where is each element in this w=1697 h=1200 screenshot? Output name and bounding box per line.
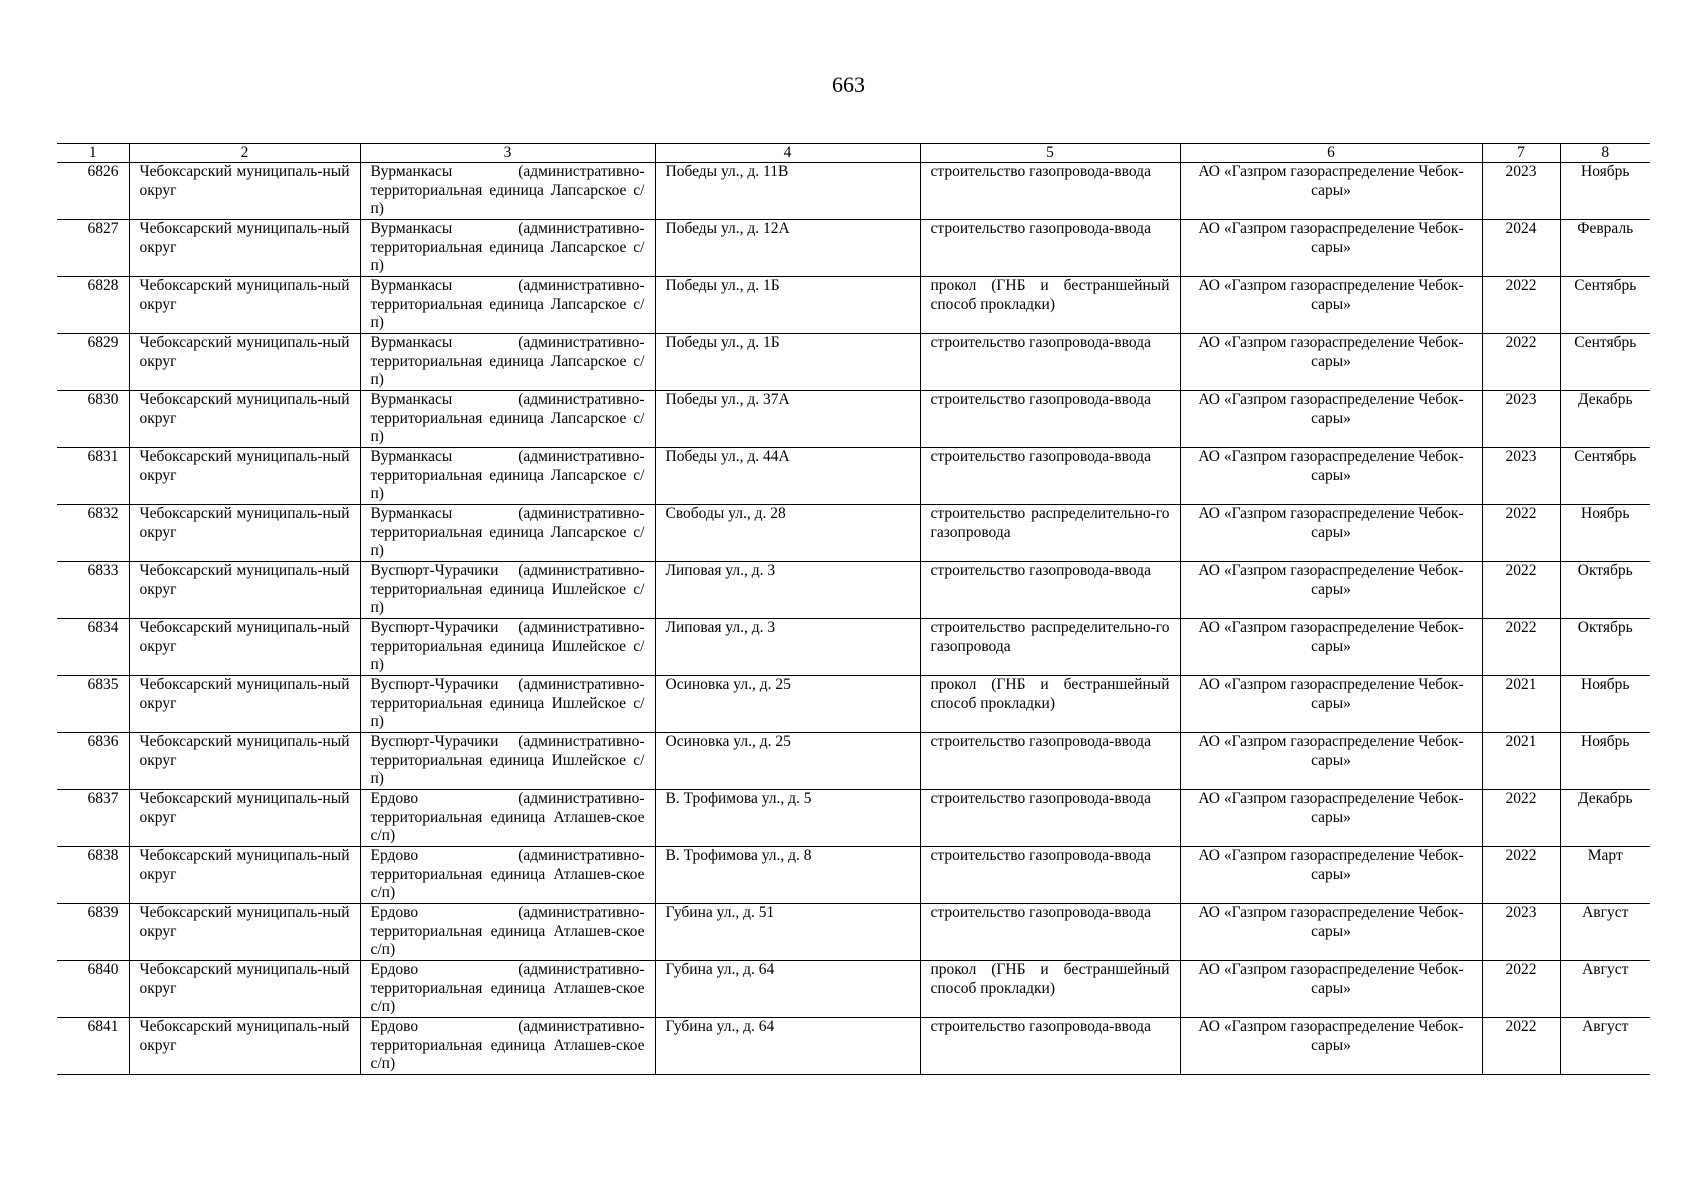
address-cell: Осиновка ул., д. 25 [655,676,920,733]
row-number: 6837 [57,790,129,847]
work-type-cell: строительство газопровода-ввода [920,163,1180,220]
district-cell: Чебоксарский муниципаль-ный округ [129,277,360,334]
district-cell: Чебоксарский муниципаль-ный округ [129,1018,360,1075]
table-row [57,676,1650,733]
table-row [57,619,1650,676]
work-type-cell: строительство газопровода-ввода [920,562,1180,619]
district-cell: Чебоксарский муниципаль-ный округ [129,961,360,1018]
district-cell: Чебоксарский муниципаль-ный округ [129,847,360,904]
table-row [57,391,1650,448]
locality-cell: Вурманкасы (административно-территориальная единица Лапсарское с/п) [360,277,655,334]
month-cell: Март [1560,847,1650,904]
address-cell: Губина ул., д. 51 [655,904,920,961]
locality-cell: Вурманкасы (административно-территориальная единица Лапсарское с/п) [360,505,655,562]
table-row [57,562,1650,619]
work-type-cell: строительство распределительно-го газопровода [920,505,1180,562]
row-number: 6827 [57,220,129,277]
header-col-1: 1 [57,144,129,163]
year-cell: 2021 [1482,733,1560,790]
address-cell: В. Трофимова ул., д. 5 [655,790,920,847]
district-cell: Чебоксарский муниципаль-ный округ [129,904,360,961]
address-cell: Победы ул., д. 11В [655,163,920,220]
month-cell: Декабрь [1560,790,1650,847]
locality-cell: Вуспюрт-Чурачики (административно-территориальная единица Ишлейское с/п) [360,733,655,790]
table-row [57,904,1650,961]
month-cell: Сентябрь [1560,277,1650,334]
header-col-4: 4 [655,144,920,163]
district-cell: Чебоксарский муниципаль-ный округ [129,562,360,619]
table-row [57,277,1650,334]
row-number: 6826 [57,163,129,220]
year-cell: 2022 [1482,961,1560,1018]
organization-cell: АО «Газпром газораспределение Чебок-сары» [1180,562,1482,619]
year-cell: 2022 [1482,1018,1560,1075]
table-row [57,733,1650,790]
district-cell: Чебоксарский муниципаль-ный округ [129,676,360,733]
row-number: 6833 [57,562,129,619]
row-number: 6832 [57,505,129,562]
row-number: 6830 [57,391,129,448]
row-number: 6838 [57,847,129,904]
year-cell: 2022 [1482,277,1560,334]
month-cell: Октябрь [1560,562,1650,619]
locality-cell: Вурманкасы (административно-территориальная единица Лапсарское с/п) [360,163,655,220]
row-number: 6839 [57,904,129,961]
work-type-cell: строительство газопровода-ввода [920,391,1180,448]
row-number: 6835 [57,676,129,733]
header-col-8: 8 [1560,144,1650,163]
table-row [57,505,1650,562]
row-number: 6831 [57,448,129,505]
month-cell: Ноябрь [1560,733,1650,790]
year-cell: 2022 [1482,790,1560,847]
table-row [57,334,1650,391]
district-cell: Чебоксарский муниципаль-ный округ [129,334,360,391]
work-type-cell: строительство газопровода-ввода [920,220,1180,277]
work-type-cell: строительство газопровода-ввода [920,790,1180,847]
page-number: 663 [832,72,865,97]
address-cell: Осиновка ул., д. 25 [655,733,920,790]
address-cell: Победы ул., д. 1Б [655,277,920,334]
work-type-cell: прокол (ГНБ и бестраншейный способ прокладки) [920,676,1180,733]
locality-cell: Вуспюрт-Чурачики (административно-территориальная единица Ишлейское с/п) [360,562,655,619]
row-number: 6840 [57,961,129,1018]
work-type-cell: строительство газопровода-ввода [920,448,1180,505]
row-number: 6834 [57,619,129,676]
header-col-2: 2 [129,144,360,163]
month-cell: Сентябрь [1560,334,1650,391]
address-cell: Победы ул., д. 44А [655,448,920,505]
year-cell: 2021 [1482,676,1560,733]
year-cell: 2023 [1482,391,1560,448]
address-cell: Липовая ул., д. 3 [655,562,920,619]
locality-cell: Вурманкасы (административно-территориальная единица Лапсарское с/п) [360,334,655,391]
month-cell: Ноябрь [1560,163,1650,220]
address-cell: Губина ул., д. 64 [655,1018,920,1075]
organization-cell: АО «Газпром газораспределение Чебок-сары» [1180,676,1482,733]
month-cell: Ноябрь [1560,676,1650,733]
row-number: 6841 [57,1018,129,1075]
address-cell: Победы ул., д. 12А [655,220,920,277]
table-row [57,1018,1650,1075]
work-type-cell: прокол (ГНБ и бестраншейный способ прокладки) [920,961,1180,1018]
district-cell: Чебоксарский муниципаль-ный округ [129,391,360,448]
year-cell: 2022 [1482,847,1560,904]
address-cell: Свободы ул., д. 28 [655,505,920,562]
organization-cell: АО «Газпром газораспределение Чебок-сары» [1180,904,1482,961]
year-cell: 2024 [1482,220,1560,277]
table-row [57,448,1650,505]
work-type-cell: строительство газопровода-ввода [920,847,1180,904]
district-cell: Чебоксарский муниципаль-ный округ [129,790,360,847]
work-type-cell: строительство газопровода-ввода [920,334,1180,391]
address-cell: Липовая ул., д. 3 [655,619,920,676]
work-type-cell: строительство газопровода-ввода [920,904,1180,961]
organization-cell: АО «Газпром газораспределение Чебок-сары» [1180,448,1482,505]
year-cell: 2022 [1482,334,1560,391]
row-number: 6836 [57,733,129,790]
locality-cell: Вурманкасы (административно-территориальная единица Лапсарское с/п) [360,448,655,505]
district-cell: Чебоксарский муниципаль-ный округ [129,163,360,220]
year-cell: 2023 [1482,904,1560,961]
year-cell: 2022 [1482,619,1560,676]
month-cell: Сентябрь [1560,448,1650,505]
locality-cell: Ердово (административно-территориальная единица Атлашев-ское с/п) [360,961,655,1018]
header-row [57,144,1650,163]
row-number: 6828 [57,277,129,334]
locality-cell: Вуспюрт-Чурачики (административно-территориальная единица Ишлейское с/п) [360,619,655,676]
organization-cell: АО «Газпром газораспределение Чебок-сары» [1180,334,1482,391]
district-cell: Чебоксарский муниципаль-ный округ [129,733,360,790]
row-number: 6829 [57,334,129,391]
locality-cell: Ердово (административно-территориальная единица Атлашев-ское с/п) [360,1018,655,1075]
district-cell: Чебоксарский муниципаль-ный округ [129,505,360,562]
organization-cell: АО «Газпром газораспределение Чебок-сары» [1180,961,1482,1018]
table-row [57,961,1650,1018]
organization-cell: АО «Газпром газораспределение Чебок-сары» [1180,220,1482,277]
month-cell: Октябрь [1560,619,1650,676]
header-col-7: 7 [1482,144,1560,163]
locality-cell: Вурманкасы (административно-территориальная единица Лапсарское с/п) [360,220,655,277]
locality-cell: Ердово (административно-территориальная единица Атлашев-ское с/п) [360,904,655,961]
header-col-3: 3 [360,144,655,163]
table-row [57,163,1650,220]
address-cell: Губина ул., д. 64 [655,961,920,1018]
organization-cell: АО «Газпром газораспределение Чебок-сары» [1180,1018,1482,1075]
locality-cell: Вурманкасы (административно-территориальная единица Лапсарское с/п) [360,391,655,448]
month-cell: Август [1560,1018,1650,1075]
table-row [57,220,1650,277]
address-cell: Победы ул., д. 37А [655,391,920,448]
work-type-cell: прокол (ГНБ и бестраншейный способ прокладки) [920,277,1180,334]
table-row [57,847,1650,904]
work-type-cell: строительство газопровода-ввода [920,1018,1180,1075]
district-cell: Чебоксарский муниципаль-ный округ [129,448,360,505]
header-col-5: 5 [920,144,1180,163]
organization-cell: АО «Газпром газораспределение Чебок-сары» [1180,790,1482,847]
table-row [57,790,1650,847]
address-cell: В. Трофимова ул., д. 8 [655,847,920,904]
organization-cell: АО «Газпром газораспределение Чебок-сары» [1180,619,1482,676]
organization-cell: АО «Газпром газораспределение Чебок-сары» [1180,277,1482,334]
month-cell: Декабрь [1560,391,1650,448]
organization-cell: АО «Газпром газораспределение Чебок-сары» [1180,391,1482,448]
header-col-6: 6 [1180,144,1482,163]
year-cell: 2022 [1482,505,1560,562]
month-cell: Ноябрь [1560,505,1650,562]
month-cell: Август [1560,904,1650,961]
organization-cell: АО «Газпром газораспределение Чебок-сары» [1180,847,1482,904]
work-type-cell: строительство газопровода-ввода [920,733,1180,790]
locality-cell: Ердово (административно-территориальная единица Атлашев-ское с/п) [360,790,655,847]
organization-cell: АО «Газпром газораспределение Чебок-сары» [1180,505,1482,562]
locality-cell: Ердово (административно-территориальная единица Атлашев-ское с/п) [360,847,655,904]
organization-cell: АО «Газпром газораспределение Чебок-сары» [1180,733,1482,790]
year-cell: 2023 [1482,163,1560,220]
month-cell: Август [1560,961,1650,1018]
organization-cell: АО «Газпром газораспределение Чебок-сары» [1180,163,1482,220]
gas-works-table [57,143,1650,1075]
work-type-cell: строительство распределительно-го газопровода [920,619,1180,676]
year-cell: 2022 [1482,562,1560,619]
address-cell: Победы ул., д. 1Б [655,334,920,391]
district-cell: Чебоксарский муниципаль-ный округ [129,220,360,277]
year-cell: 2023 [1482,448,1560,505]
month-cell: Февраль [1560,220,1650,277]
district-cell: Чебоксарский муниципаль-ный округ [129,619,360,676]
locality-cell: Вуспюрт-Чурачики (административно-территориальная единица Ишлейское с/п) [360,676,655,733]
